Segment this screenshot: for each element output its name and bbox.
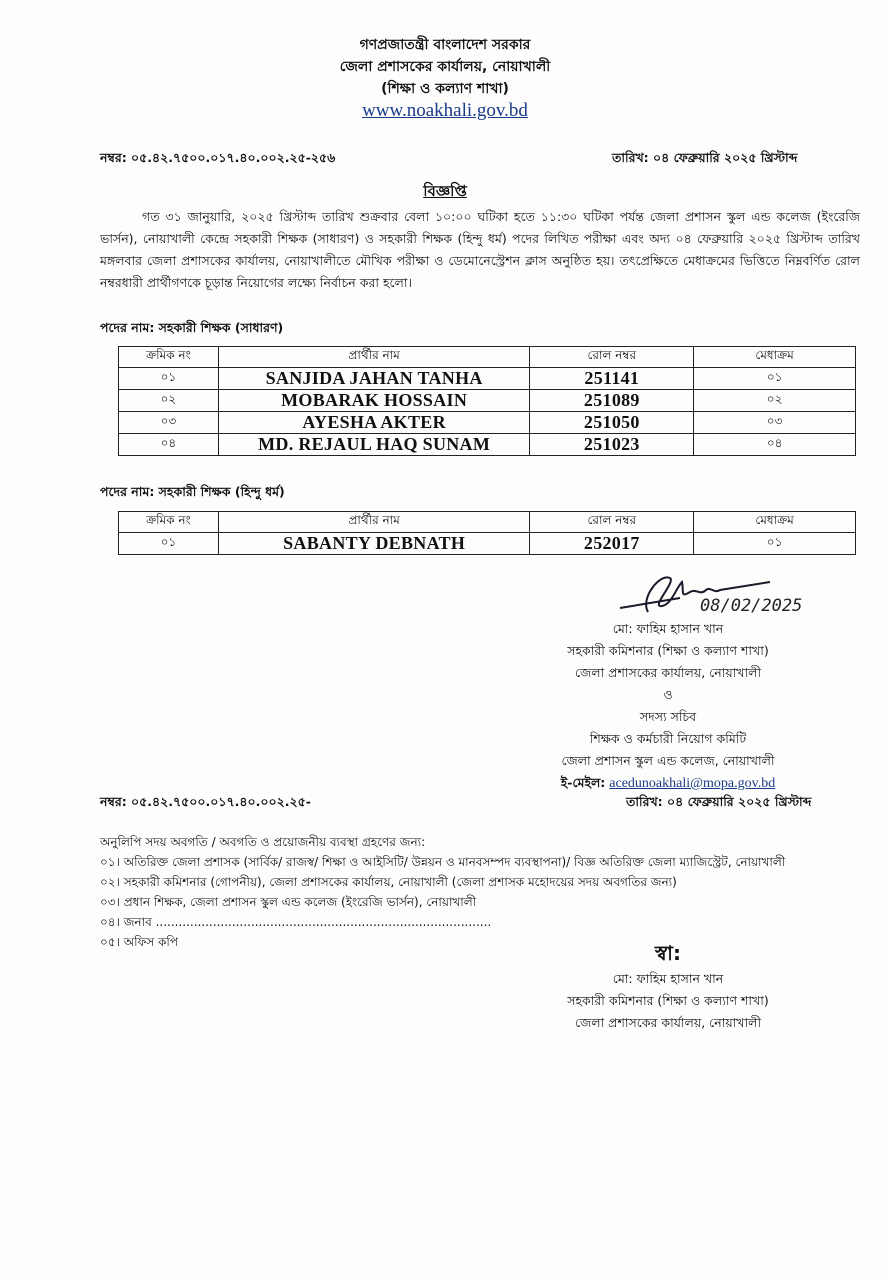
copy-heading: অনুলিপি সদয় অবগতি / অবগতি ও প্রয়োজনীয় ব্যবস্থা গ্রহণের জন্য: <box>100 835 426 849</box>
office-name: জেলা প্রশাসকের কার্যালয়, নোয়াখালী <box>339 59 551 75</box>
name-cell: SANJIDA JAHAN TANHA <box>218 368 530 390</box>
table-row <box>119 434 856 456</box>
signatory-name: মো: ফাহিম হাসান খান <box>612 621 724 636</box>
signatory-designation: সহকারী কমিশনার (শিক্ষা ও কল্যাণ শাখা) <box>567 643 769 658</box>
signature-date: 08/02/2025 <box>700 596 803 616</box>
table-row <box>119 368 856 390</box>
copy-signatory-designation: সহকারী কমিশনার (শিক্ষা ও কল্যাণ শাখা) <box>567 993 769 1008</box>
serial-cell: ০৪ <box>119 434 219 456</box>
merit-cell: ০৪ <box>694 434 856 456</box>
section-title-hindu-religion: পদের নাম: সহকারী শিক্ষক (হিন্দু ধর্ম) <box>100 484 285 499</box>
roll-cell: 251050 <box>530 412 694 434</box>
col-serial: ক্রমিক নং <box>119 347 219 368</box>
col-name: প্রার্থীর নাম <box>218 512 530 533</box>
letterhead <box>0 34 890 122</box>
copy-memo-date: তারিখ: ০৪ ফেব্রুয়ারি ২০২৫ খ্রিস্টাব্দ <box>626 794 812 809</box>
serial-cell: ০১ <box>119 533 219 555</box>
col-roll: রোল নম্বর <box>530 347 694 368</box>
website-link[interactable]: www.noakhali.gov.bd <box>362 100 528 121</box>
table-row <box>119 390 856 412</box>
copy-item: ০৩। প্রধান শিক্ষক, জেলা প্রশাসন স্কুল এন্ড কলেজ (ইংরেজি ভার্সন), নোয়াখালী <box>100 895 477 909</box>
signatory-office: জেলা প্রশাসকের কার্যালয়, নোয়াখালী <box>574 665 762 680</box>
serial-cell: ০৩ <box>119 412 219 434</box>
name-cell: AYESHA AKTER <box>218 412 530 434</box>
conjunction: ও <box>663 687 673 702</box>
serial-cell: ০২ <box>119 390 219 412</box>
email-link[interactable]: acedunoakhali@mopa.gov.bd <box>609 776 776 791</box>
col-serial: ক্রমিক নং <box>119 512 219 533</box>
roll-cell: 252017 <box>530 533 694 555</box>
committee-name: শিক্ষক ও কর্মচারী নিয়োগ কমিটি <box>589 731 747 746</box>
merit-cell: ০২ <box>694 390 856 412</box>
col-name: প্রার্থীর নাম <box>218 347 530 368</box>
memo-date: তারিখ: ০৪ ফেব্রুয়ারি ২০২৫ খ্রিস্টাব্দ <box>612 150 798 165</box>
copy-signatory-name: মো: ফাহিম হাসান খান <box>612 971 724 986</box>
roll-cell: 251141 <box>530 368 694 390</box>
copy-signatory-block <box>508 938 828 1034</box>
roll-cell: 251089 <box>530 390 694 412</box>
results-table-general <box>118 346 856 456</box>
signatory-role: সদস্য সচিব <box>639 709 697 724</box>
serial-cell: ০১ <box>119 368 219 390</box>
table-row <box>119 533 856 555</box>
col-merit: মেধাক্রম <box>694 512 856 533</box>
institution-name: জেলা প্রশাসন স্কুল এন্ড কলেজ, নোয়াখালী <box>561 753 775 768</box>
roll-cell: 251023 <box>530 434 694 456</box>
name-cell: MOBARAK HOSSAIN <box>218 390 530 412</box>
copy-item: ০৫। অফিস কপি <box>100 935 179 949</box>
table-header-row <box>119 347 856 368</box>
copy-item: ০১। অতিরিক্ত জেলা প্রশাসক (সার্বিক/ রাজস্ব/ শিক্ষা ও আইসিটি/ উন্নয়ন ও মানবসম্পদ ব্যবস্থাপনা)/ বিজ্ঞ অতিরিক্ত জেলা ম্যাজিস্ট্রেট, নোয়াখালী <box>100 855 786 869</box>
copy-signatory-office: জেলা প্রশাসকের কার্যালয়, নোয়াখালী <box>574 1015 762 1030</box>
memo-number: নম্বর: ০৫.৪২.৭৫০০.০১৭.৪০.০০২.২৫-২৫৬ <box>100 150 336 165</box>
branch-name: (শিক্ষা ও কল্যাণ শাখা) <box>381 81 509 97</box>
merit-cell: ০১ <box>694 368 856 390</box>
table-header-row <box>119 512 856 533</box>
table-row <box>119 412 856 434</box>
notice-body: গত ৩১ জানুয়ারি, ২০২৫ খ্রিস্টাব্দ তারিখ শুক্রবার বেলা ১০:০০ ঘটিকা হতে ১১:৩০ ঘটিকা পর্যন্ত জেলা প্রশাসন স্কুল এন্ড কলেজ (ইংরেজি ভার্সন), নোয়াখালী কেন্দ্রে সহকারী শিক্ষক (সাধারণ) ও সহকারী শিক্ষক (হিন্দু ধর্ম) পদের লিখিত পরীক্ষা এবং অদ্য ০৪ ফেব্রুয়ারি ২০২৫ খ্রিস্টাব্দ তারিখ মঙ্গলবার জেলা প্রশাসকের কার্যালয়, নোয়াখালীতে মৌখিক পরীক্ষা ও ডেমোনেস্ট্রেশন ক্লাস অনুষ্ঠিত হয়। তৎপ্রেক্ষিতে মেধাক্রমের ভিত্তিতে নিম্নবর্ণিত রোল নম্বরধারী প্রার্থীগণকে চূড়ান্ত নিয়োগের লক্ষ্যে নির্বাচন করা হলো। <box>100 209 860 290</box>
name-cell: SABANTY DEBNATH <box>218 533 530 555</box>
results-table-hindu-religion <box>118 511 856 555</box>
merit-cell: ০১ <box>694 533 856 555</box>
copy-item: ০৪। জনাব ........................................................................................ <box>100 915 492 929</box>
section-title-general: পদের নাম: সহকারী শিক্ষক (সাধারণ) <box>100 320 284 335</box>
govt-name: গণপ্রজাতন্ত্রী বাংলাদেশ সরকার <box>359 37 531 53</box>
email-label: ই-মেইল: <box>560 775 606 790</box>
email-line <box>508 772 828 795</box>
copy-item: ০২। সহকারী কমিশনার (গোপনীয়), জেলা প্রশাসকের কার্যালয়, নোয়াখালী (জেলা প্রশাসক মহোদয়ের সদয় অবগতির জন্য) <box>100 875 677 889</box>
signatory-block <box>508 618 828 795</box>
copy-memo-number: নম্বর: ০৫.৪২.৭৫০০.০১৭.৪০.০০২.২৫- <box>100 794 311 809</box>
name-cell: MD. REJAUL HAQ SUNAM <box>218 434 530 456</box>
copy-list <box>100 832 870 952</box>
sign-mark: স্বা: <box>655 941 681 965</box>
notice-title: বিজ্ঞপ্তি <box>423 182 467 200</box>
merit-cell: ০৩ <box>694 412 856 434</box>
col-merit: মেধাক্রম <box>694 347 856 368</box>
col-roll: রোল নম্বর <box>530 512 694 533</box>
